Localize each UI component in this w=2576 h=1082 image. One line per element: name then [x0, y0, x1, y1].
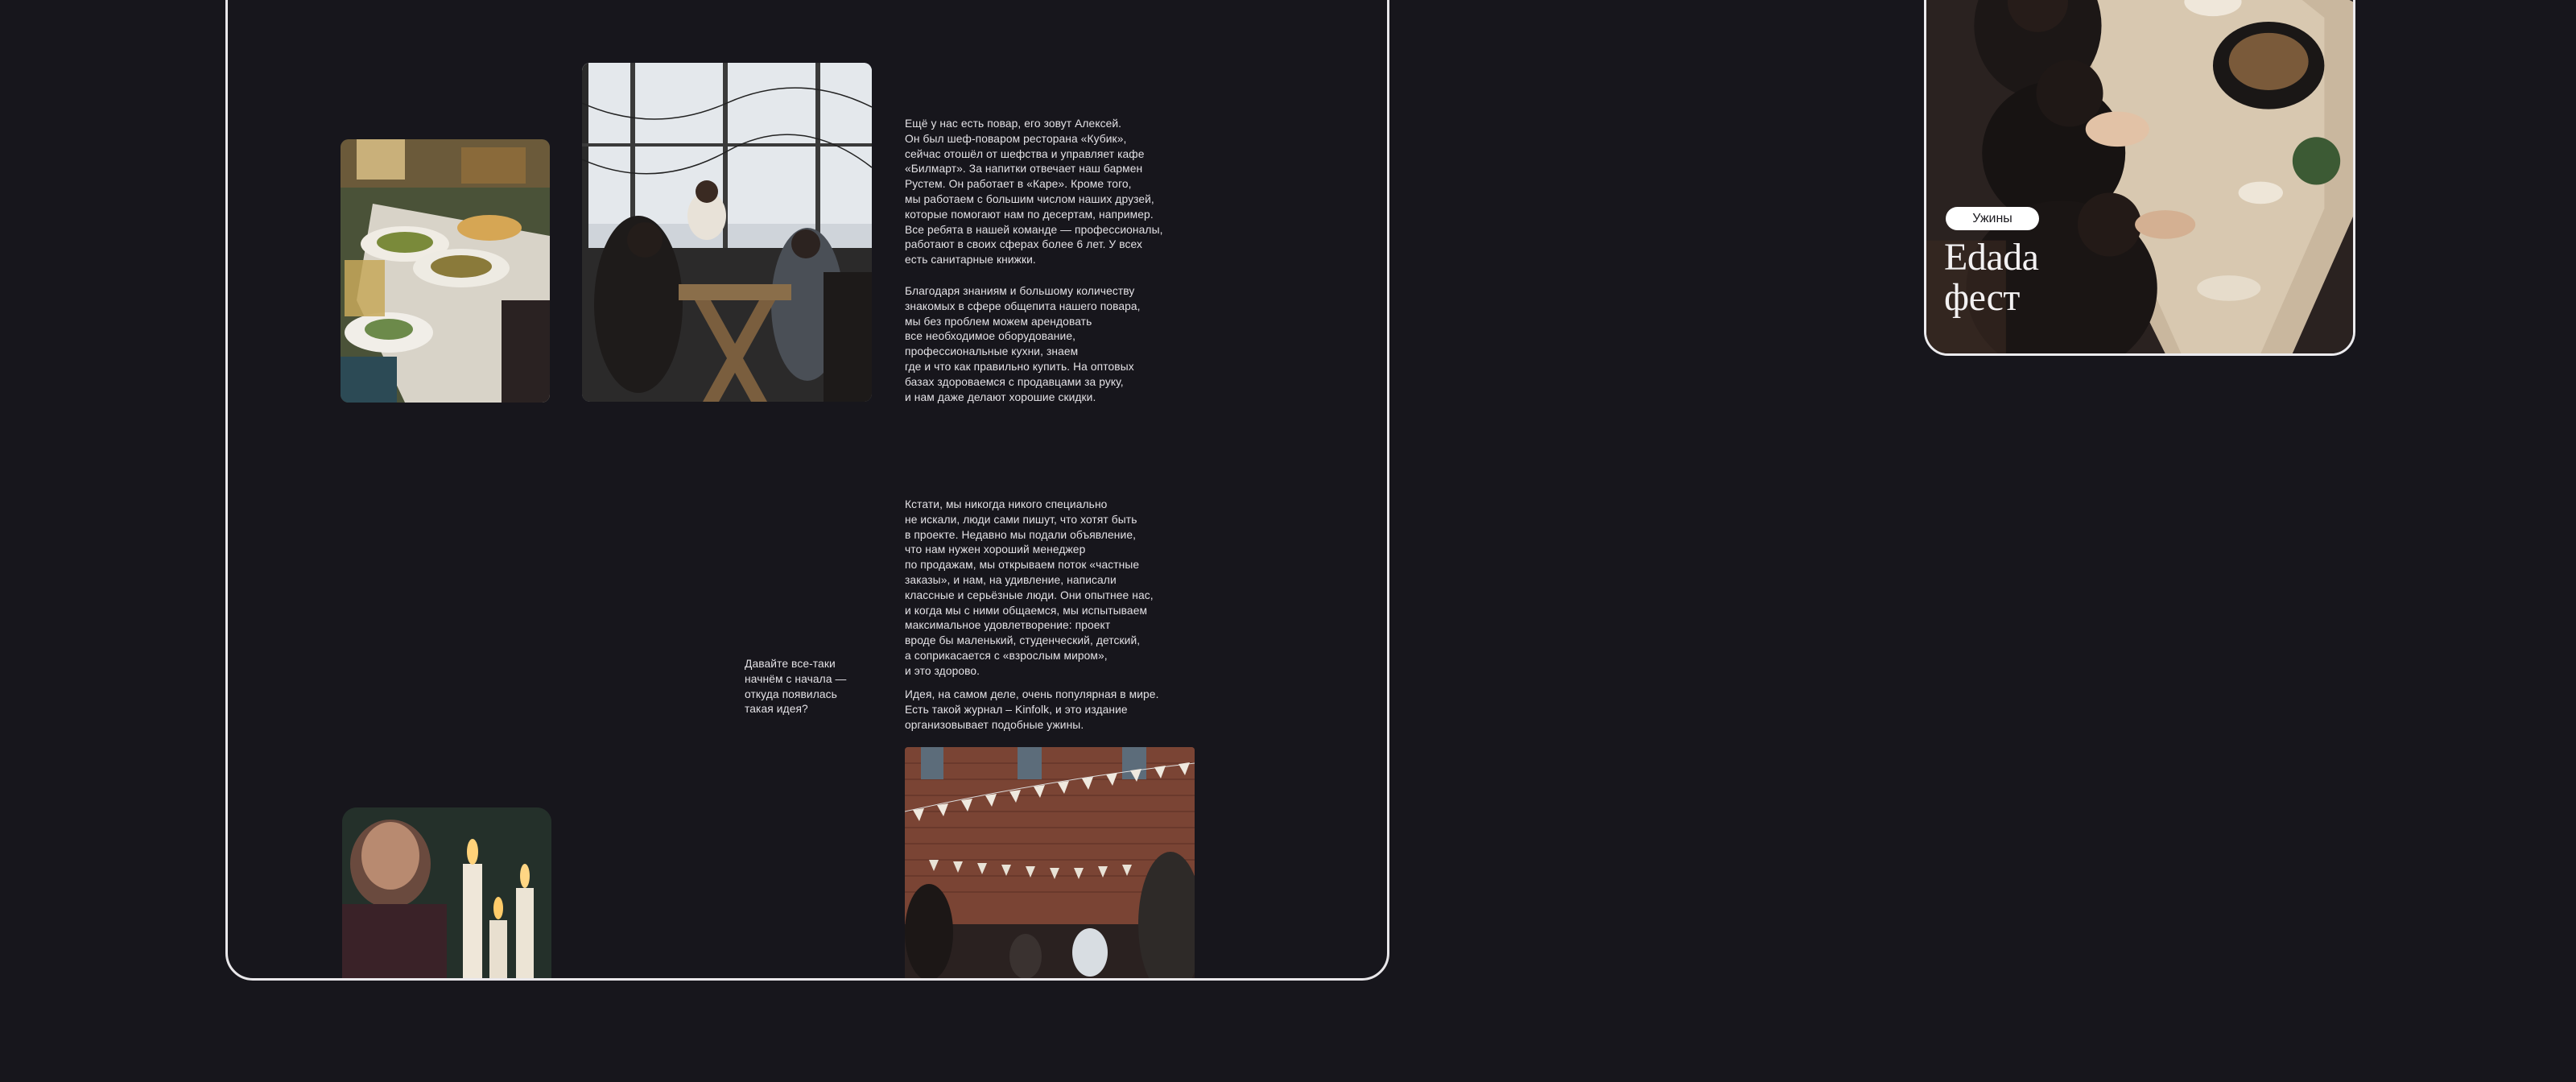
- article-paragraph: Идея, на самом деле, очень популярная в мире. Есть такой журнал – Kinfolk, и это издание организовывает подобные ужины.: [905, 688, 1159, 731]
- event-card[interactable]: [1924, 0, 2355, 356]
- dinner-party-photo: [582, 63, 872, 402]
- article-paragraph: Ещё у нас есть повар, его зовут Алексей. Он был шеф-поваром ресторана «Кубик», сейчас отошёл от шефства и управляет кафе «Билмарт». За напитки отвечает наш бармен Рустем. Он работает в «Каре». Кроме того, мы работаем с большим числом наших друзей, которые помогают нам по десертам, например. Все ребята в нашей команде — профессионалы, работают в своих сферах более 6 лет. У всех есть санитарные книжки.: [905, 118, 1163, 266]
- event-title: Edada фест: [1944, 236, 2039, 319]
- article-question: Давайте все-таки начнём с начала — откуда появилась такая идея?: [745, 658, 847, 716]
- street-dinner-photo: [905, 747, 1195, 981]
- candles-photo: [342, 807, 551, 981]
- article-paragraph: Благодаря знаниям и большому количеству знакомых в сфере общепита нашего повара, мы без проблем можем арендовать все необходимое оборудование, профессиональные кухни, знаем где и что как правильно купить. На оптовых базах здороваемся с продавцами за руку, и нам даже делают хорошие скидки.: [905, 285, 1141, 403]
- article-card: [225, 0, 1389, 981]
- article-paragraph: Кстати, мы никогда никого специально не искали, люди сами пишут, что хотят быть в проекте. Недавно мы подали объявление, что нам нужен хороший менеджер по продажам, мы открываем поток «частные заказы», и нам, на удивление, написали классные и серьёзные люди. Они опытнее нас, и когда мы с ними общаемся, мы испытываем максимальное удовлетворение: проект вроде бы маленький, студенческий, детский, а соприкасается с «взрослым миром», и это здорово.: [905, 498, 1154, 677]
- event-tag[interactable]: Ужины: [1946, 207, 2039, 230]
- table-setting-photo: [341, 139, 550, 403]
